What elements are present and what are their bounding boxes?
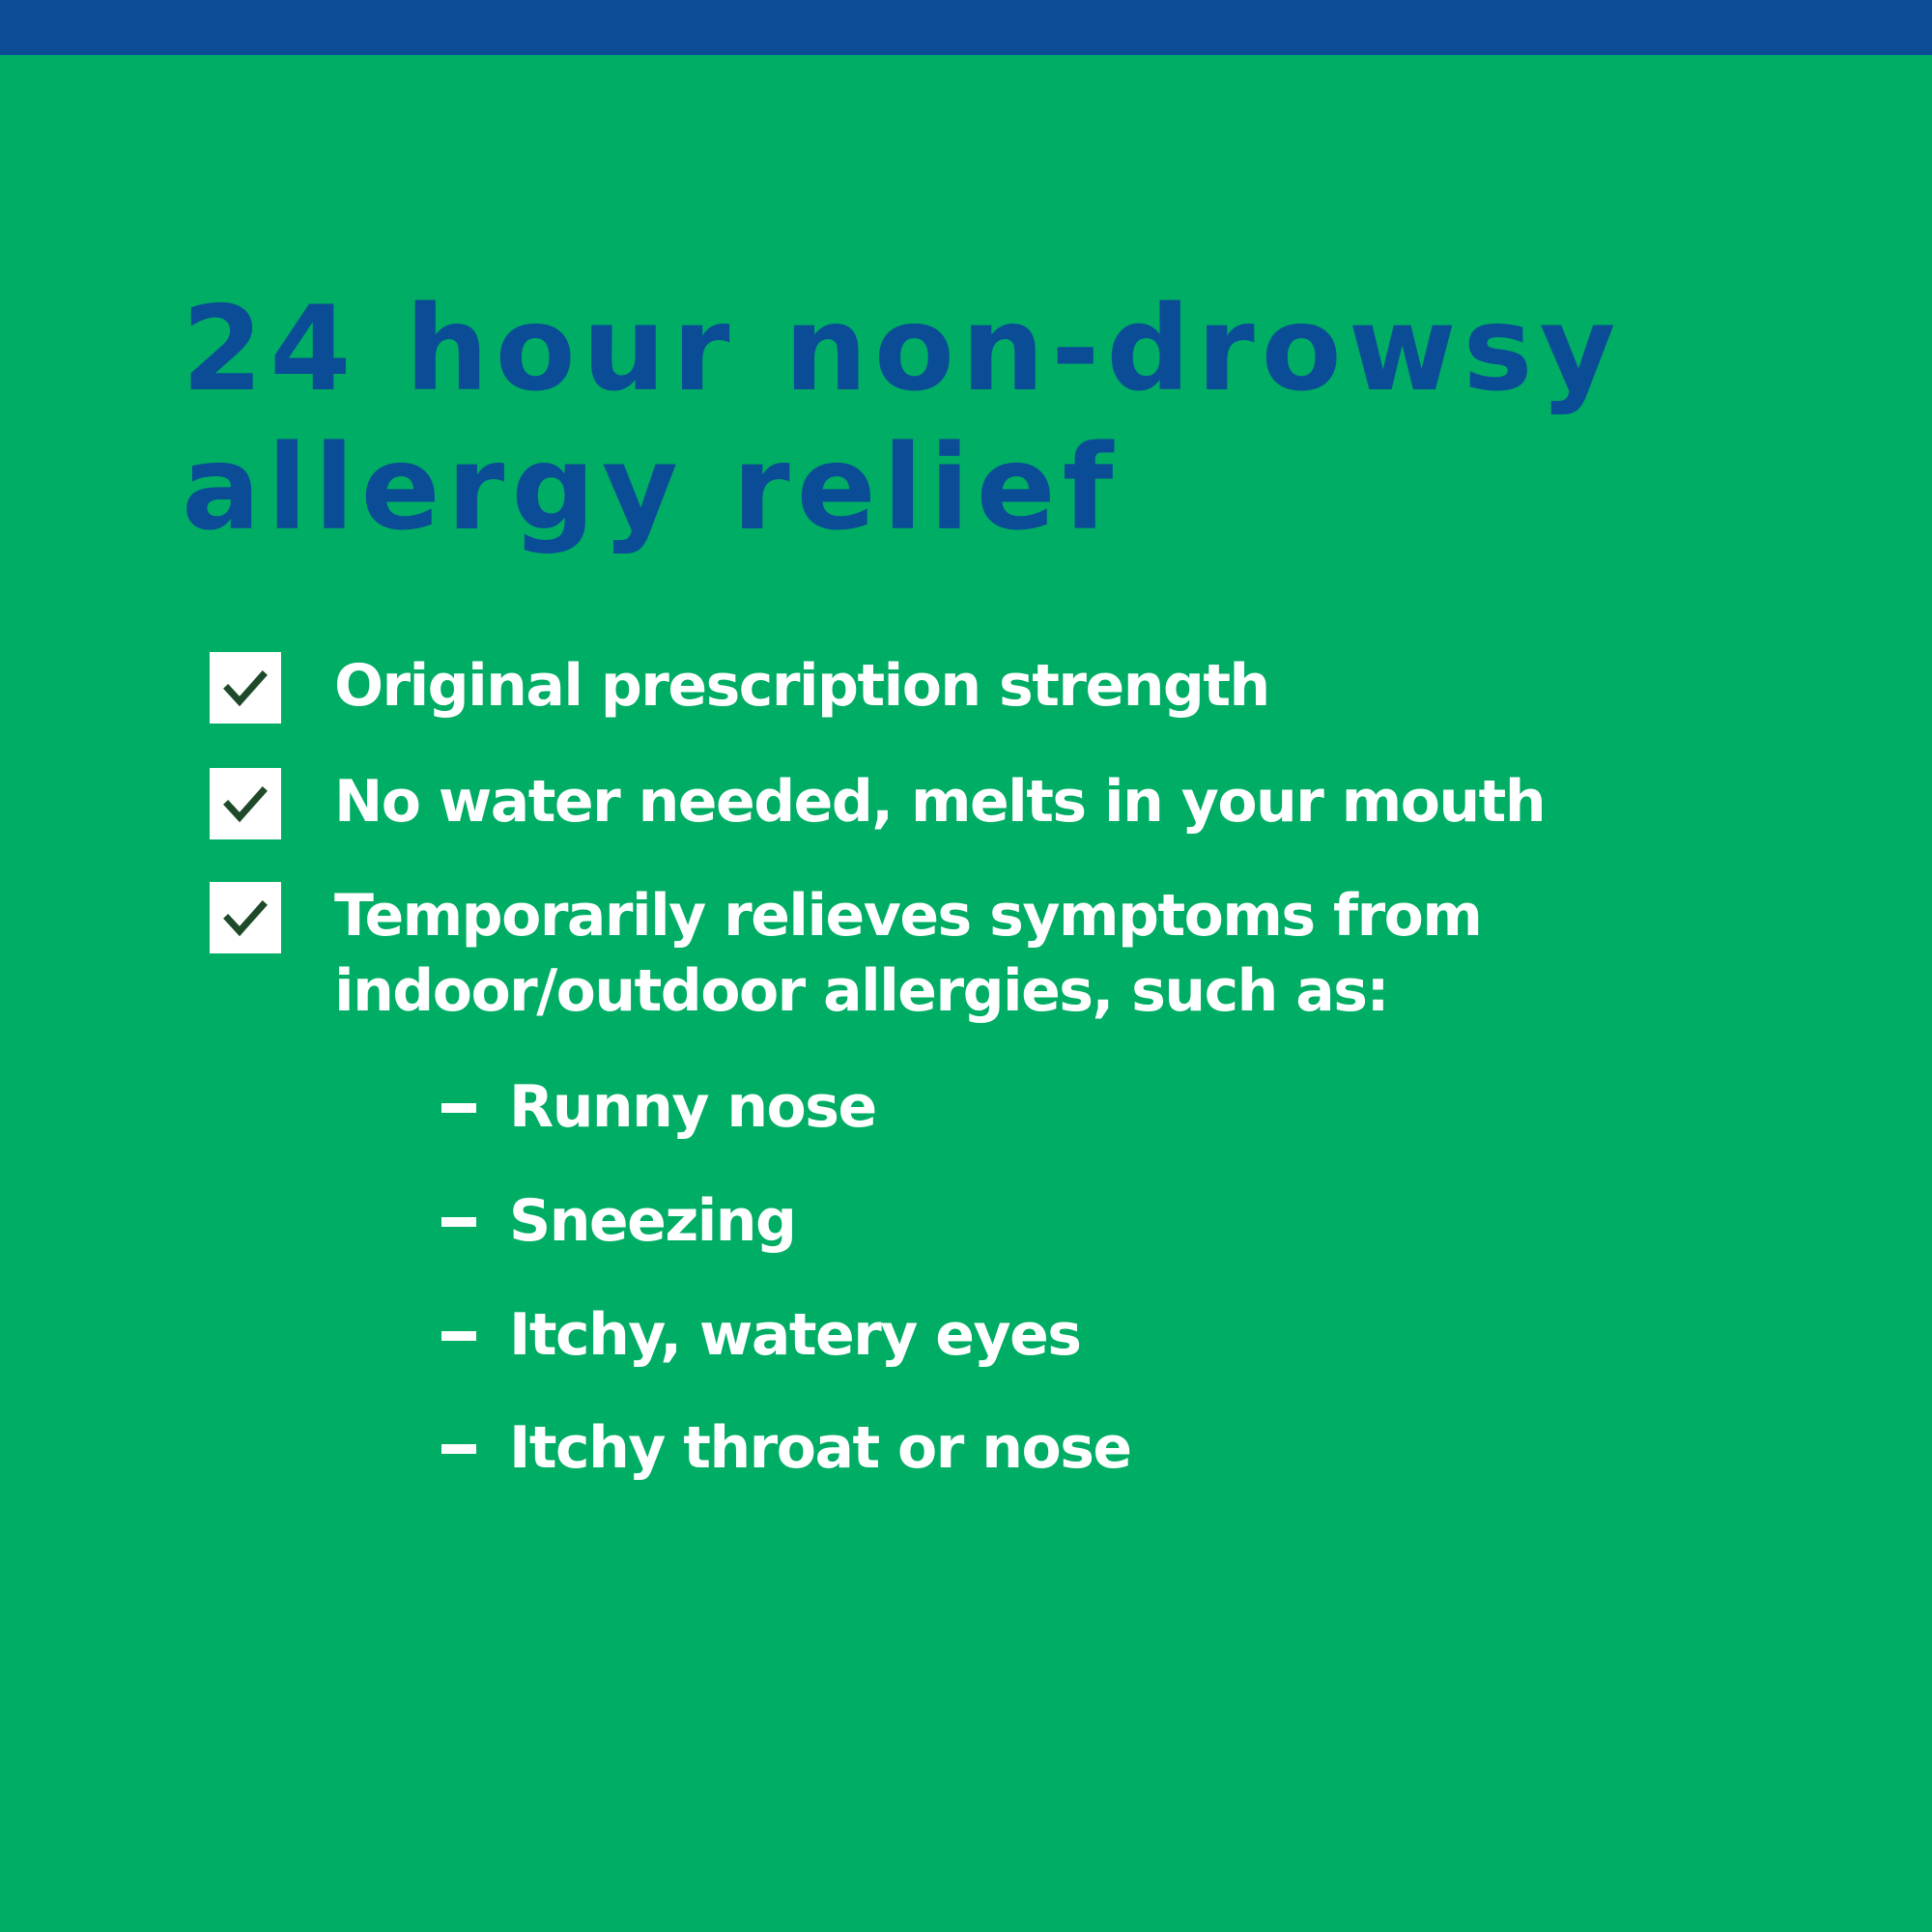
feature-text-line: Original prescription strength <box>334 652 1269 720</box>
symptom-item-itchy-throat <box>441 1409 1697 1487</box>
symptom-item-runny-nose <box>441 1068 1697 1146</box>
feature-text <box>334 764 1609 839</box>
symptom-label: Sneezing <box>509 1187 796 1255</box>
checkbox-checked-icon <box>210 652 281 724</box>
top-banner-bar <box>0 0 1932 55</box>
checkbox-checked-icon <box>210 768 281 839</box>
feature-text-line: No water needed, melts in your mouth <box>334 768 1546 836</box>
symptom-item-itchy-eyes <box>441 1296 1697 1374</box>
symptom-label: Itchy throat or nose <box>509 1414 1131 1482</box>
dash-bullet-icon <box>441 1331 476 1341</box>
headline-line-2: allergy relief <box>182 420 1121 556</box>
feature-text-line: Temporarily relieves symptoms from <box>334 882 1482 950</box>
checkbox-checked-icon <box>210 882 281 953</box>
feature-text <box>334 878 1609 1029</box>
feature-text <box>334 648 1609 724</box>
dash-bullet-icon <box>441 1217 476 1227</box>
symptom-item-sneezing <box>441 1182 1697 1260</box>
symptom-label: Itchy, watery eyes <box>509 1301 1081 1369</box>
headline-line-1: 24 hour non-drowsy <box>182 281 1623 417</box>
symptom-label: Runny nose <box>509 1073 876 1141</box>
dash-bullet-icon <box>441 1444 476 1454</box>
dash-bullet-icon <box>441 1103 476 1113</box>
page-headline <box>182 280 1824 558</box>
feature-text-line: indoor/outdoor allergies, such as: <box>334 957 1388 1025</box>
